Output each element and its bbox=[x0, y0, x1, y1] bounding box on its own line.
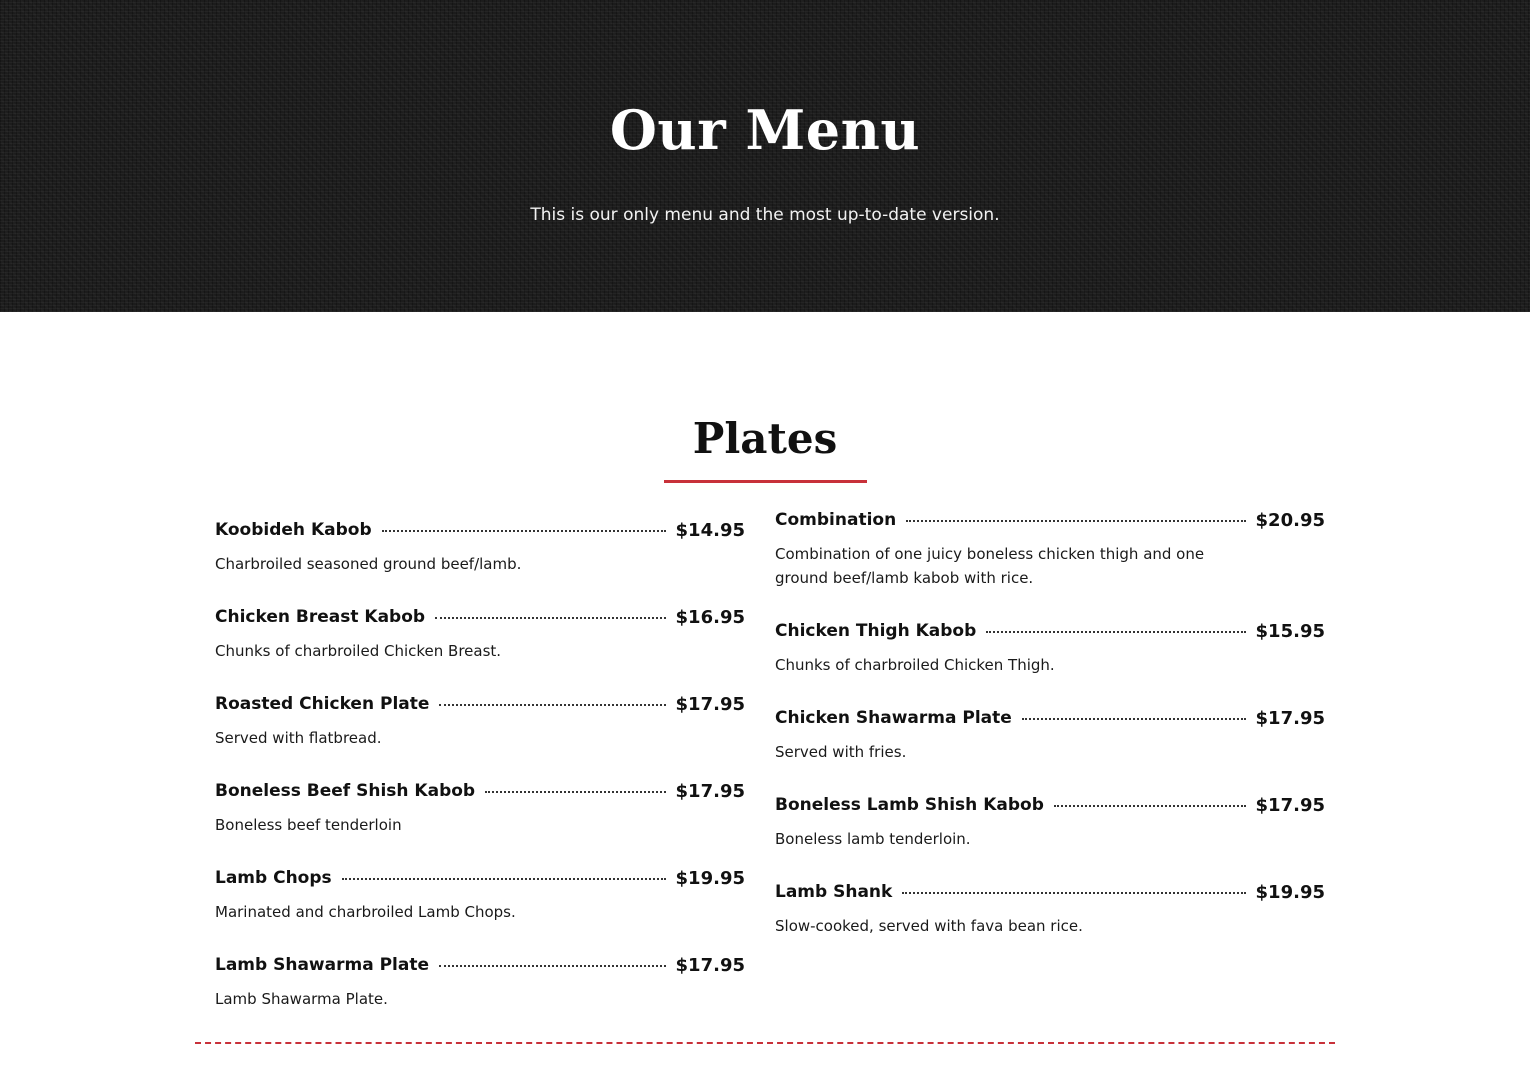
menu-item-header bbox=[215, 864, 745, 892]
menu-item-description: Lamb Shawarma Plate. bbox=[215, 990, 388, 1008]
menu-item bbox=[215, 603, 745, 663]
menu-item bbox=[215, 951, 745, 1011]
menu-item-price: $17.95 bbox=[675, 780, 745, 802]
dotted-leader bbox=[485, 791, 665, 793]
hero-banner bbox=[0, 0, 1530, 312]
menu-item bbox=[215, 777, 745, 837]
menu-item-description: Combination of one juicy boneless chicken thigh and one ground beef/lamb kabob with rice. bbox=[775, 545, 1205, 587]
menu-item-name: Boneless Beef Shish Kabob bbox=[215, 781, 476, 801]
menu-item-price: $20.95 bbox=[1255, 509, 1325, 531]
menu-item-header bbox=[215, 516, 745, 544]
dotted-leader bbox=[382, 530, 666, 532]
menu-item-header bbox=[215, 603, 745, 631]
page-subtitle: This is our only menu and the most up-to-date version. bbox=[530, 205, 1000, 225]
page-title: Our Menu bbox=[609, 98, 921, 162]
menu-item-header bbox=[775, 704, 1325, 732]
menu-item bbox=[775, 617, 1325, 677]
menu-item-price: $19.95 bbox=[675, 867, 745, 889]
menu-item-price: $15.95 bbox=[1255, 620, 1325, 642]
menu-item-name: Chicken Shawarma Plate bbox=[775, 708, 1012, 728]
menu-item bbox=[775, 704, 1325, 764]
menu-item-header bbox=[775, 506, 1325, 534]
menu-column-right bbox=[775, 506, 1325, 965]
menu-item-description: Charbroiled seasoned ground beef/lamb. bbox=[215, 555, 522, 573]
menu-item-name: Lamb Chops bbox=[215, 868, 332, 888]
dotted-leader bbox=[439, 704, 665, 706]
menu-item-price: $17.95 bbox=[1255, 794, 1325, 816]
section-divider bbox=[195, 1042, 1335, 1044]
menu-item-header bbox=[215, 690, 745, 718]
menu-item-name: Koobideh Kabob bbox=[215, 520, 372, 540]
dotted-leader bbox=[435, 617, 665, 619]
menu-item-price: $17.95 bbox=[675, 954, 745, 976]
menu-column-left bbox=[215, 516, 745, 1038]
menu-item-header bbox=[775, 878, 1325, 906]
menu-item-price: $17.95 bbox=[1255, 707, 1325, 729]
menu-item-header bbox=[215, 777, 745, 805]
menu-item-description: Boneless beef tenderloin bbox=[215, 816, 402, 834]
menu-item-description: Slow-cooked, served with fava bean rice. bbox=[775, 917, 1083, 935]
dotted-leader bbox=[902, 892, 1245, 894]
menu-item-header bbox=[215, 951, 745, 979]
dotted-leader bbox=[986, 631, 1245, 633]
menu-item-description: Chunks of charbroiled Chicken Thigh. bbox=[775, 656, 1055, 674]
menu-item-price: $17.95 bbox=[675, 693, 745, 715]
menu-item-name: Lamb Shank bbox=[775, 882, 893, 902]
menu-item bbox=[215, 690, 745, 750]
menu-item-name: Lamb Shawarma Plate bbox=[215, 955, 430, 975]
dotted-leader bbox=[1054, 805, 1246, 807]
menu-item-description: Served with fries. bbox=[775, 743, 907, 761]
section-title-underline bbox=[664, 480, 867, 483]
menu-item-description: Marinated and charbroiled Lamb Chops. bbox=[215, 903, 516, 921]
menu-item bbox=[215, 516, 745, 576]
menu-item-price: $19.95 bbox=[1255, 881, 1325, 903]
dotted-leader bbox=[906, 520, 1245, 522]
menu-item-description: Chunks of charbroiled Chicken Breast. bbox=[215, 642, 502, 660]
menu-item-price: $16.95 bbox=[675, 606, 745, 628]
menu-item-name: Boneless Lamb Shish Kabob bbox=[775, 795, 1044, 815]
section-title: Plates bbox=[692, 414, 838, 463]
menu-item-price: $14.95 bbox=[675, 519, 745, 541]
menu-item-header bbox=[775, 791, 1325, 819]
dotted-leader bbox=[439, 965, 666, 967]
menu-item bbox=[775, 791, 1325, 851]
menu-item-name: Chicken Thigh Kabob bbox=[775, 621, 977, 641]
menu-item bbox=[215, 864, 745, 924]
menu-item-description: Boneless lamb tenderloin. bbox=[775, 830, 971, 848]
menu-item-name: Roasted Chicken Plate bbox=[215, 694, 430, 714]
menu-item-header bbox=[775, 617, 1325, 645]
menu-item-name: Chicken Breast Kabob bbox=[215, 607, 426, 627]
menu-item bbox=[775, 506, 1325, 590]
menu-item bbox=[775, 878, 1325, 938]
dotted-leader bbox=[1022, 718, 1246, 720]
menu-item-name: Combination bbox=[775, 510, 897, 530]
dotted-leader bbox=[342, 878, 666, 880]
menu-item-description: Served with flatbread. bbox=[215, 729, 382, 747]
